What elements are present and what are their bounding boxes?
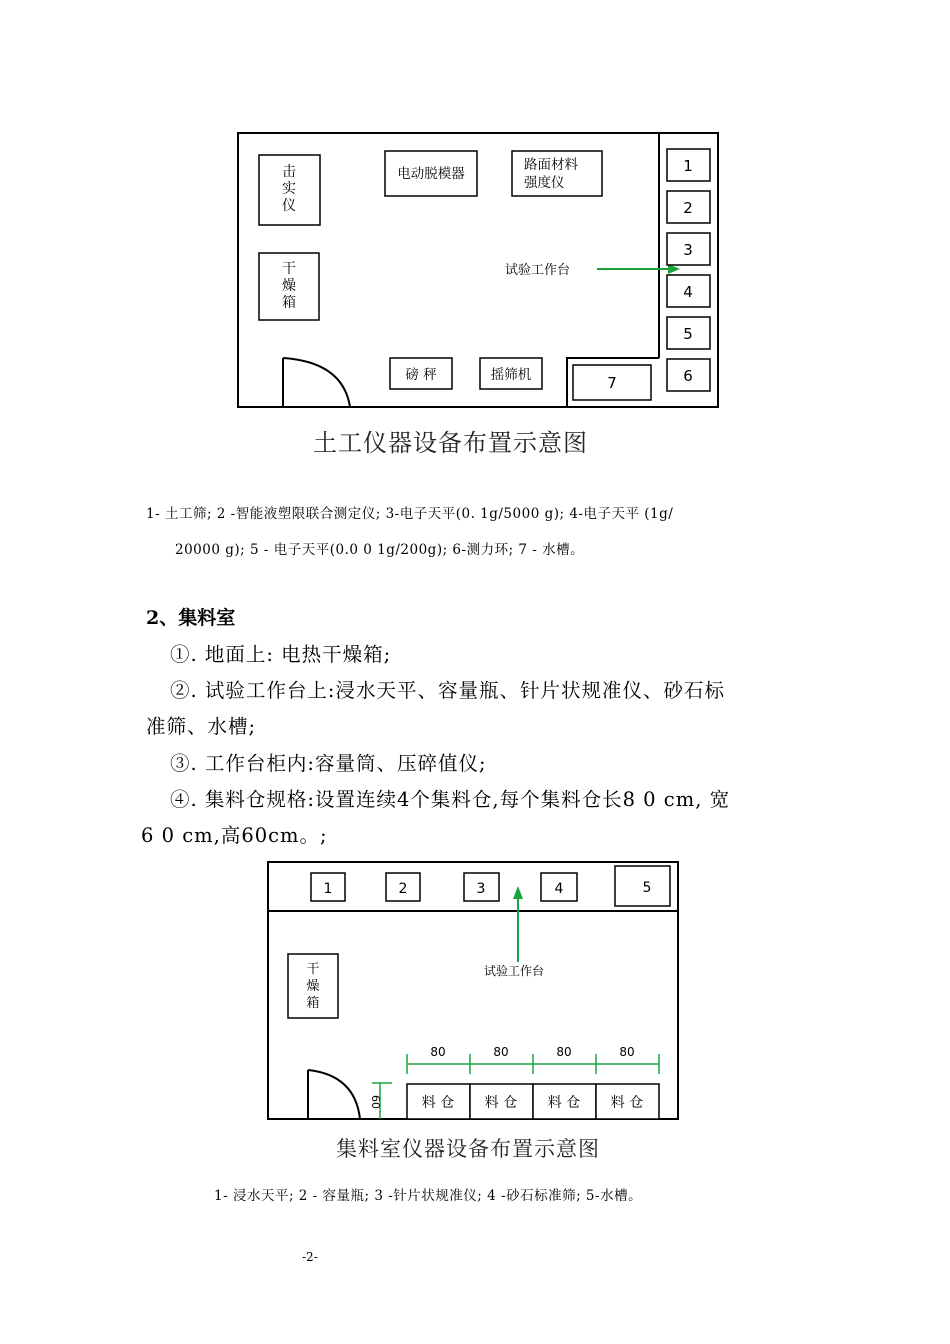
demolder-label: 电动脱模器 (397, 166, 465, 182)
item-4: ④. 集料仓规格:设置连续4个集料仓,每个集料仓长8 0 cm, 宽 (170, 788, 731, 811)
strength-tester-line1: 路面材料 (524, 157, 578, 173)
depth-label: 60 (369, 1095, 382, 1109)
workbench2-arrow-head (513, 886, 523, 899)
bench-number-2: 2 (683, 199, 693, 217)
oven2-char-3: 箱 (306, 996, 320, 1011)
bench-number-5: 5 (683, 325, 693, 343)
strength-tester-line2: 强度仪 (524, 175, 565, 191)
diagram1-legend-line2: 20000 g); 5 - 电子天平(0.0 0 1g/200g); 6-测力环; 7 - 水槽。 (175, 542, 585, 558)
section-heading: 2、集料室 (146, 607, 236, 629)
platform-scale-label: 磅 秤 (405, 367, 437, 383)
bench-number-6: 6 (683, 367, 693, 385)
dimension-label-1: 80 (430, 1045, 446, 1059)
item-3: ③. 工作台柜内:容量筒、压碎值仪; (170, 752, 487, 775)
bench-number-4: 4 (683, 283, 693, 301)
item-2-continued: 准筛、水槽; (146, 715, 257, 738)
workbench2-label: 试验工作台 (484, 964, 545, 978)
bench2-number-2: 2 (398, 881, 408, 897)
aggregate-lab-layout-diagram (0, 850, 950, 1130)
bench-number-3: 3 (683, 241, 693, 259)
item-2: ②. 试验工作台上:浸水天平、容量瓶、针片状规准仪、砂石标 (170, 679, 725, 702)
sink-number: 7 (607, 374, 617, 392)
bench2-number-5: 5 (642, 880, 652, 896)
compaction-char-2: 实 (282, 181, 296, 197)
door-swing-arc (283, 358, 350, 407)
bin-label-4: 料 仓 (610, 1095, 644, 1111)
workbench-label: 试验工作台 (505, 263, 571, 278)
compaction-char-3: 仪 (282, 198, 296, 214)
oven2-char-2: 燥 (306, 979, 320, 994)
door2-swing-arc (308, 1070, 360, 1119)
bin-label-3: 料 仓 (547, 1095, 581, 1111)
oven2-char-1: 干 (306, 962, 320, 977)
compaction-char-1: 击 (282, 164, 296, 180)
oven-char-3: 箱 (282, 295, 296, 311)
diagram1-caption: 土工仪器设备布置示意图 (313, 429, 588, 457)
oven-char-2: 燥 (282, 278, 296, 294)
oven-char-1: 干 (282, 261, 296, 277)
dimension-label-4: 80 (619, 1045, 635, 1059)
page-number: -2- (302, 1250, 318, 1264)
bench-number-1: 1 (683, 157, 693, 175)
diagram2-legend: 1- 浸水天平; 2 - 容量瓶; 3 -针片状规准仪; 4 -砂石标准筛; 5-水槽。 (214, 1188, 643, 1204)
sieve-shaker-label: 摇筛机 (490, 367, 532, 383)
bench2-number-3: 3 (476, 881, 486, 897)
bench2-number-4: 4 (554, 881, 564, 897)
dimension-label-3: 80 (556, 1045, 572, 1059)
soil-lab-layout-diagram (0, 0, 950, 420)
bin-label-1: 料 仓 (421, 1095, 455, 1111)
bench2-number-1: 1 (323, 881, 333, 897)
diagram1-legend-line1: 1- 土工筛; 2 -智能液塑限联合测定仪; 3-电子天平(0. 1g/5000 g); 4-电子天平 (1g/ (146, 506, 674, 522)
item-4-continued: 6 0 cm,高60cm。; (141, 824, 328, 847)
item-1: ①. 地面上: 电热干燥箱; (170, 643, 392, 666)
dimension-label-2: 80 (493, 1045, 509, 1059)
diagram2-caption: 集料室仪器设备布置示意图 (336, 1137, 600, 1161)
bin-label-2: 料 仓 (484, 1095, 518, 1111)
